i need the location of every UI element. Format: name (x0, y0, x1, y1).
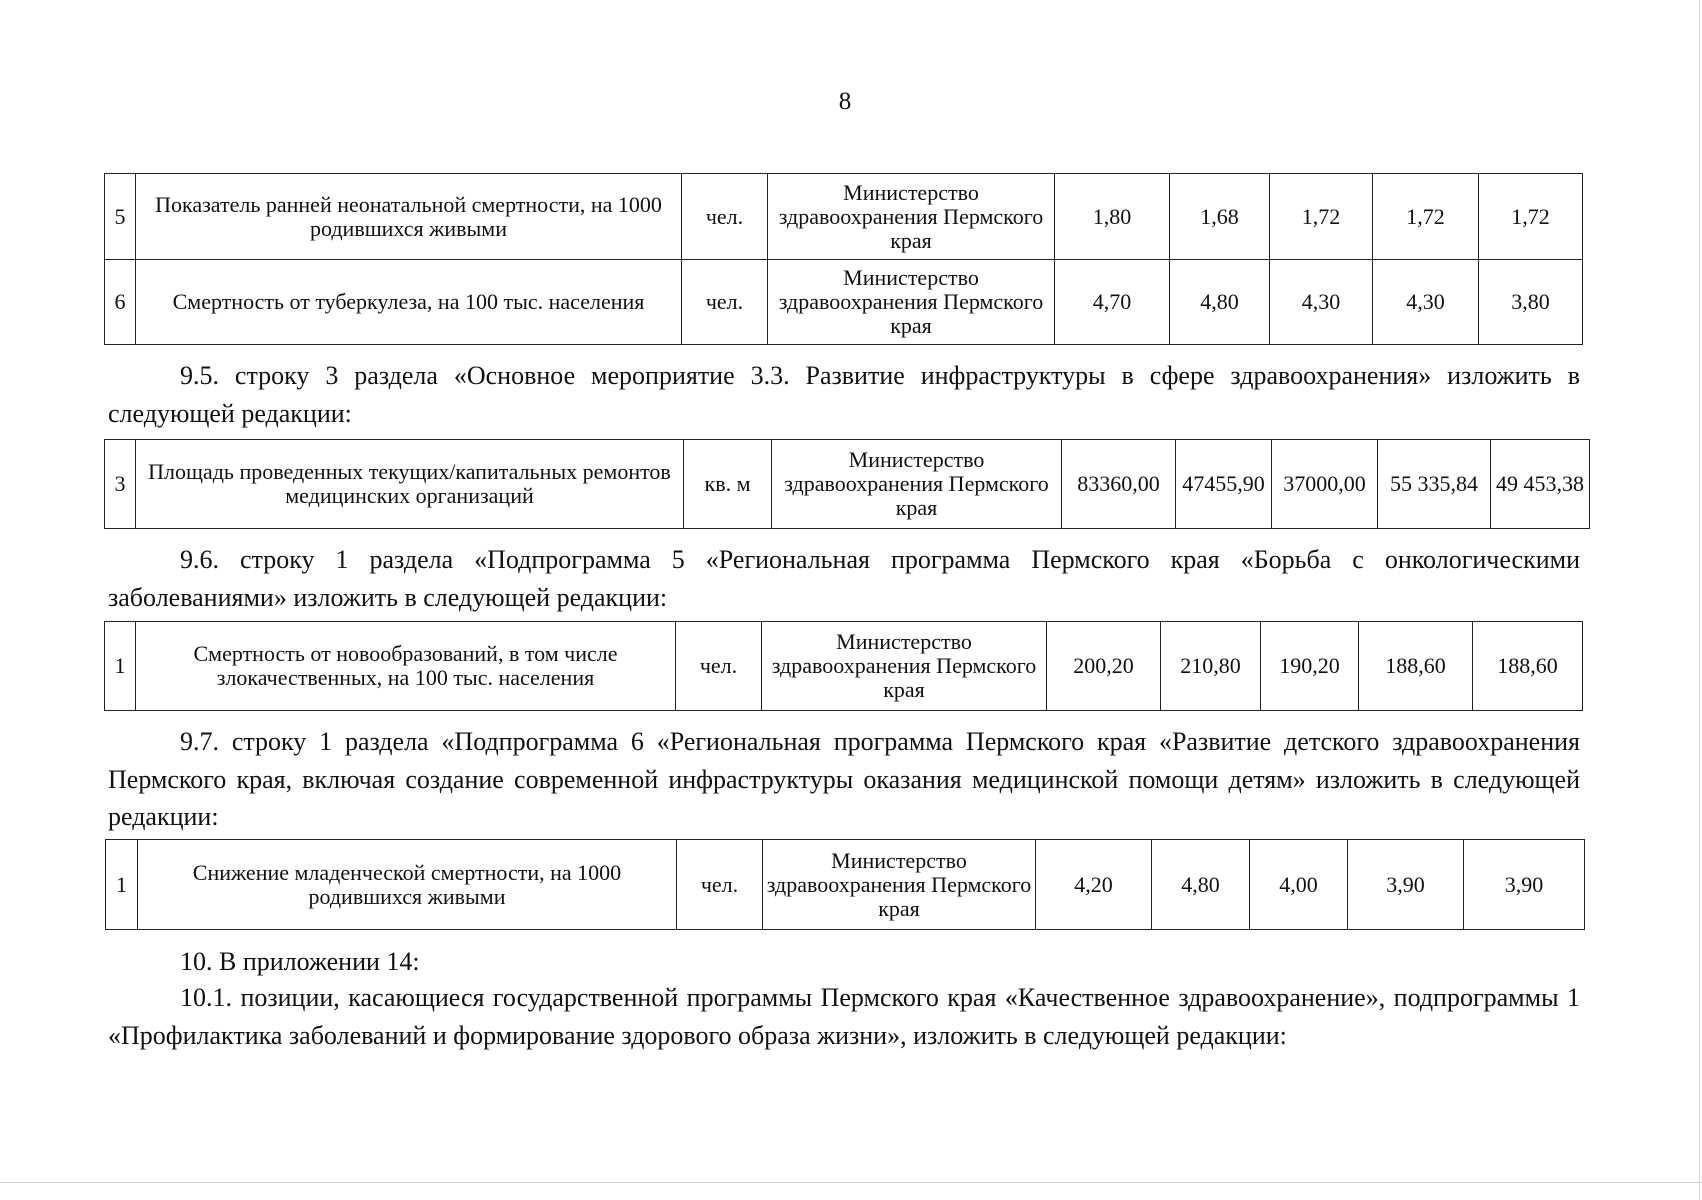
value-cell: 3,90 (1464, 840, 1585, 930)
indicator-name: Показатель ранней неонатальной смертности, на 1000 родившихся живыми (136, 174, 682, 260)
value-cell: 83360,00 (1062, 440, 1176, 529)
value-cell: 4,80 (1152, 840, 1250, 930)
value-cell: 4,70 (1055, 260, 1170, 345)
unit-cell: чел. (676, 622, 762, 711)
agency-cell: Министерство здравоохранения Пермского края (762, 622, 1047, 711)
unit-cell: чел. (677, 840, 763, 930)
value-cell: 1,80 (1055, 174, 1170, 260)
agency-cell: Министерство здравоохранения Пермского края (772, 440, 1062, 529)
indicator-table-1 (104, 173, 1583, 345)
value-cell: 4,30 (1373, 260, 1479, 345)
table-row (105, 440, 1590, 529)
row-number: 3 (105, 440, 136, 529)
row-number: 1 (105, 622, 136, 711)
paragraph-10-1 (108, 979, 1580, 1054)
value-cell: 210,80 (1161, 622, 1261, 711)
row-number: 1 (106, 840, 138, 930)
value-cell: 3,90 (1348, 840, 1464, 930)
table-row (105, 622, 1583, 711)
agency-cell: Министерство здравоохранения Пермского края (763, 840, 1036, 930)
indicator-table-3 (104, 621, 1583, 711)
paragraph-9-6 (108, 541, 1580, 616)
value-cell: 49 453,38 (1491, 440, 1590, 529)
value-cell: 55 335,84 (1378, 440, 1491, 529)
value-cell: 190,20 (1261, 622, 1359, 711)
agency-cell: Министерство здравоохранения Пермского края (768, 174, 1055, 260)
table-row (105, 260, 1583, 345)
row-number: 5 (105, 174, 136, 260)
value-cell: 200,20 (1047, 622, 1161, 711)
value-cell: 4,30 (1270, 260, 1373, 345)
value-cell: 3,80 (1479, 260, 1583, 345)
value-cell: 1,72 (1373, 174, 1479, 260)
paragraph-text: 9.6. строку 1 раздела «Подпрограмма 5 «Региональная программа Пермского края «Борьба с онкологическими заболеваниями» изложить в следующей редакции: (108, 545, 1580, 612)
table-row (105, 174, 1583, 260)
unit-cell: чел. (682, 260, 768, 345)
value-cell: 4,00 (1250, 840, 1348, 930)
value-cell: 4,20 (1036, 840, 1152, 930)
paragraph-text: 10. В приложении 14: (180, 947, 420, 976)
indicator-name: Снижение младенческой смертности, на 1000 родившихся живыми (138, 840, 677, 930)
value-cell: 1,72 (1479, 174, 1583, 260)
scan-edge-right (1699, 0, 1700, 1200)
page-number: 8 (838, 88, 852, 115)
indicator-table-2 (104, 439, 1590, 529)
value-cell: 1,68 (1170, 174, 1270, 260)
value-cell: 37000,00 (1272, 440, 1378, 529)
unit-cell: чел. (682, 174, 768, 260)
value-cell: 4,80 (1170, 260, 1270, 345)
agency-cell: Министерство здравоохранения Пермского края (768, 260, 1055, 345)
indicator-table-4 (105, 839, 1585, 930)
paragraph-10 (108, 943, 1580, 981)
paragraph-text: 9.5. строку 3 раздела «Основное мероприятие 3.3. Развитие инфраструктуры в сфере здравоохранения» изложить в следующей редакции: (108, 361, 1580, 428)
paragraph-text: 10.1. позиции, касающиеся государственной программы Пермского края «Качественное здравоохранение», подпрограммы 1 «Профилактика заболеваний и формирование здорового образа жизни», изложить в следующей редакции: (108, 983, 1580, 1050)
unit-cell: кв. м (684, 440, 772, 529)
row-number: 6 (105, 260, 136, 345)
indicator-name: Смертность от новообразований, в том числе злокачественных, на 100 тыс. населения (136, 622, 676, 711)
indicator-name: Площадь проведенных текущих/капитальных ремонтов медицинских организаций (136, 440, 684, 529)
indicator-name: Смертность от туберкулеза, на 100 тыс. населения (136, 260, 682, 345)
value-cell: 188,60 (1359, 622, 1473, 711)
value-cell: 1,72 (1270, 174, 1373, 260)
paragraph-9-7 (108, 723, 1580, 836)
scan-edge-bottom (0, 1182, 1702, 1183)
paragraph-9-5 (108, 357, 1580, 432)
paragraph-text: 9.7. строку 1 раздела «Подпрограмма 6 «Региональная программа Пермского края «Развитие детского здравоохранения Пермского края, включая создание современной инфраструктуры оказания медицинской помощи детям» изложить в следующей редакции: (108, 727, 1580, 831)
table-row (106, 840, 1585, 930)
value-cell: 188,60 (1473, 622, 1583, 711)
value-cell: 47455,90 (1176, 440, 1272, 529)
